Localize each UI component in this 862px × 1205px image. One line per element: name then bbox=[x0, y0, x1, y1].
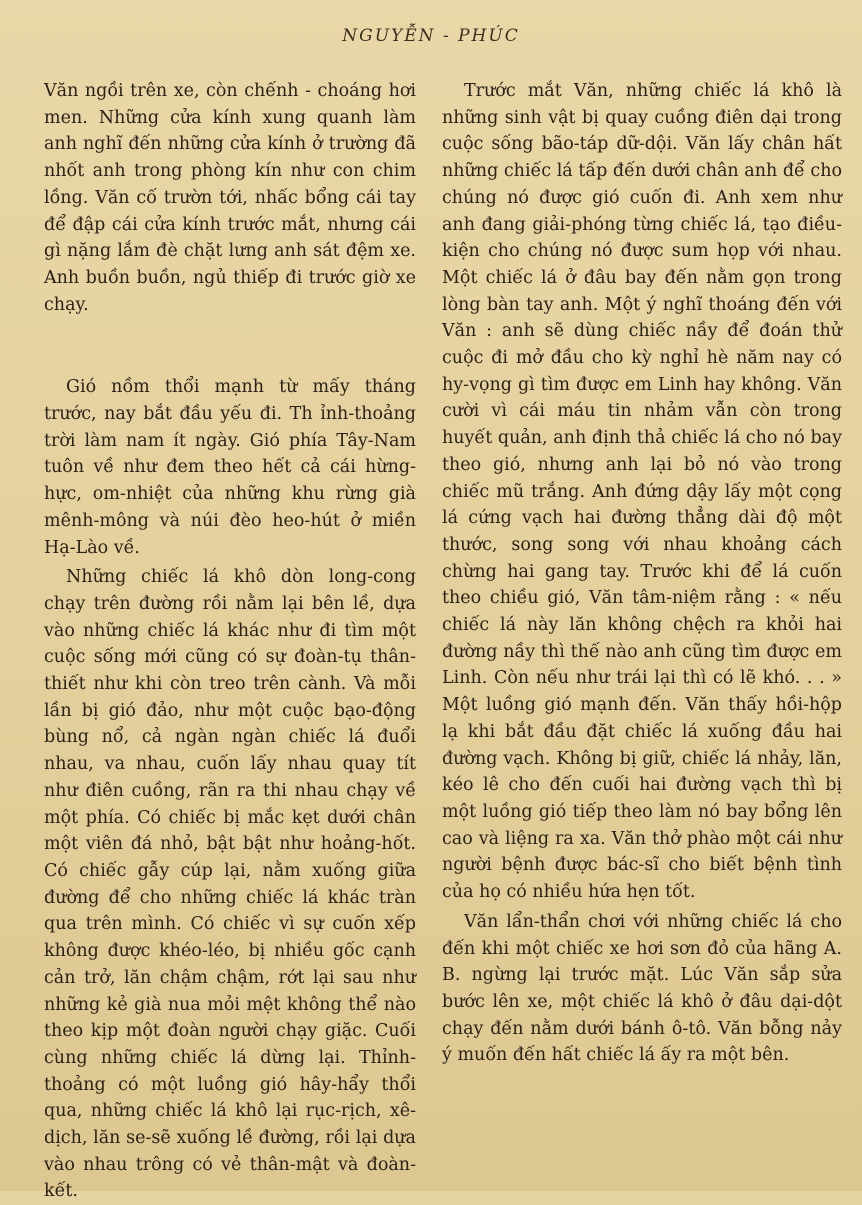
left-paragraph-2: Gió nồm thổi mạnh từ mấy tháng trước, nay bắt đầu yếu đi. Th ỉnh-thoảng trời làm nam ít ngày. Gió phía Tây-Nam tuôn về như đem theo hết cả cái hừng-hực, om-nhiệt của những khu rừng già mênh-mông và núi đèo heo-hút ở miền Hạ-Lào về. bbox=[44, 377, 416, 558]
paragraph-break bbox=[44, 318, 416, 374]
left-paragraph-3: Những chiếc lá khô dòn long-cong chạy trên đường rồi nằm lại bên lề, dựa vào những chiếc lá khác như đi tìm một cuộc sống mới cũng có sự đoàn-tụ thân-thiết như khi còn treo trên cành. Và mỗi lần bị gió đảo, như một cuộc bạo-động bùng nổ, cả ngàn ngàn chiếc lá đuổi nhau, va nhau, cuốn lấy nhau quay tít như điên cuồng, rãn ra thi nhau chạy về một phía. Có chiếc bị mắc kẹt dưới chân một viên đá nhỏ, bật bật như hoảng-hốt. Có chiếc gẫy cúp lại, nằm xuống giữa đường để cho những chiếc lá khác tràn qua trên mình. Có chiếc vì sự cuốn xếp không được khéo-léo, bị nhiều gốc cạnh cản trở, lăn chậm chậm, rớt lại sau như những kẻ già nua mỏi mệt không thể nào theo kịp một đoàn người chạy giặc. Cuối cùng những chiếc lá dừng lại. Thỉnh-thoảng có một luồng gió hây-hẩy thổi qua, những chiếc lá khô lại rục-rịch, xê-dịch, lăn se-sẽ xuống lề đường, rồi lại dựa vào nhau trông có vẻ thân-mật và đoàn-kết. bbox=[44, 567, 416, 1202]
page-header-author: NGUYỄN - PHÚC bbox=[342, 26, 520, 46]
left-paragraph-1: Văn ngồi trên xe, còn chếnh - choáng hơi men. Những cửa kính xung quanh làm anh nghĩ đến những cửa kính ở trường đã nhốt anh trong phòng kín như con chim lồng. Văn cố trườn tới, nhấc bổng cái tay để đập cái cửa kính trước mắt, nhưng cái gì nặng lắm đè chặt lưng anh sát đệm xe. Anh buồn buồn, ngủ thiếp đi trước giờ xe chạy. bbox=[44, 81, 416, 315]
right-paragraph-2: Văn lẩn-thẩn chơi với những chiếc lá cho đến khi một chiếc xe hơi sơn đỏ của hãng A. B. ngừng lại trước mặt. Lúc Văn sắp sửa bước lên xe, một chiếc lá khô ở đâu dại-dột chạy đến nằm dưới bánh ô-tô. Văn bỗng nảy ý muốn đến hất chiếc lá ấy ra một bên. bbox=[442, 911, 842, 1066]
right-column bbox=[442, 78, 842, 1069]
right-paragraph-1: Trước mắt Văn, những chiếc lá khô là những sinh vật bị quay cuồng điên dại trong cuộc sống bão-táp dữ-dội. Văn lấy chân hất những chiếc lá tấp đến dưới chân anh để cho chúng nó được gió cuốn đi. Anh xem như anh đang giải-phóng từng chiếc lá, tạo điều-kiện cho chúng nó được sum họp với nhau. Một chiếc lá ở đâu bay đến nằm gọn trong lòng bàn tay anh. Một ý nghĩ thoáng đến với Văn : anh sẽ dùng chiếc nầy để đoán thử cuộc đi mở đầu cho kỳ nghỉ hè năm nay có hy-vọng gì tìm được em Linh hay không. Văn cười vì cái máu tin nhảm vẫn còn trong huyết quản, anh định thả chiếc lá cho nó bay theo gió, nhưng anh lại bỏ nó vào trong chiếc mũ trắng. Anh đứng dậy lấy một cọng lá cứng vạch hai đường thẳng dài độ một thước, song song với nhau khoảng cách chừng hai gang tay. Trước khi để lá cuốn theo chiều gió, Văn tâm-niệm rằng : « nếu chiếc lá này lăn không chệch ra khỏi hai đường nầy thì thế nào anh cũng tìm được em Linh. Còn nếu như trái lại thì có lẽ khó. . . » Một luồng gió mạnh đến. Văn thấy hồi-hộp lạ khi bắt đầu đặt chiếc lá xuống đầu hai đường vạch. Không bị giữ, chiếc lá nhảy, lăn, kéo lê cho đến cuối hai đường vạch thì bị một luồng gió tiếp theo làm nó bay bổng lên cao và liệng ra xa. Văn thở phào một cái như người bệnh được bác-sĩ cho biết bệnh tình của họ có nhiều hứa hẹn tốt. bbox=[442, 81, 842, 903]
left-column bbox=[44, 78, 416, 1205]
